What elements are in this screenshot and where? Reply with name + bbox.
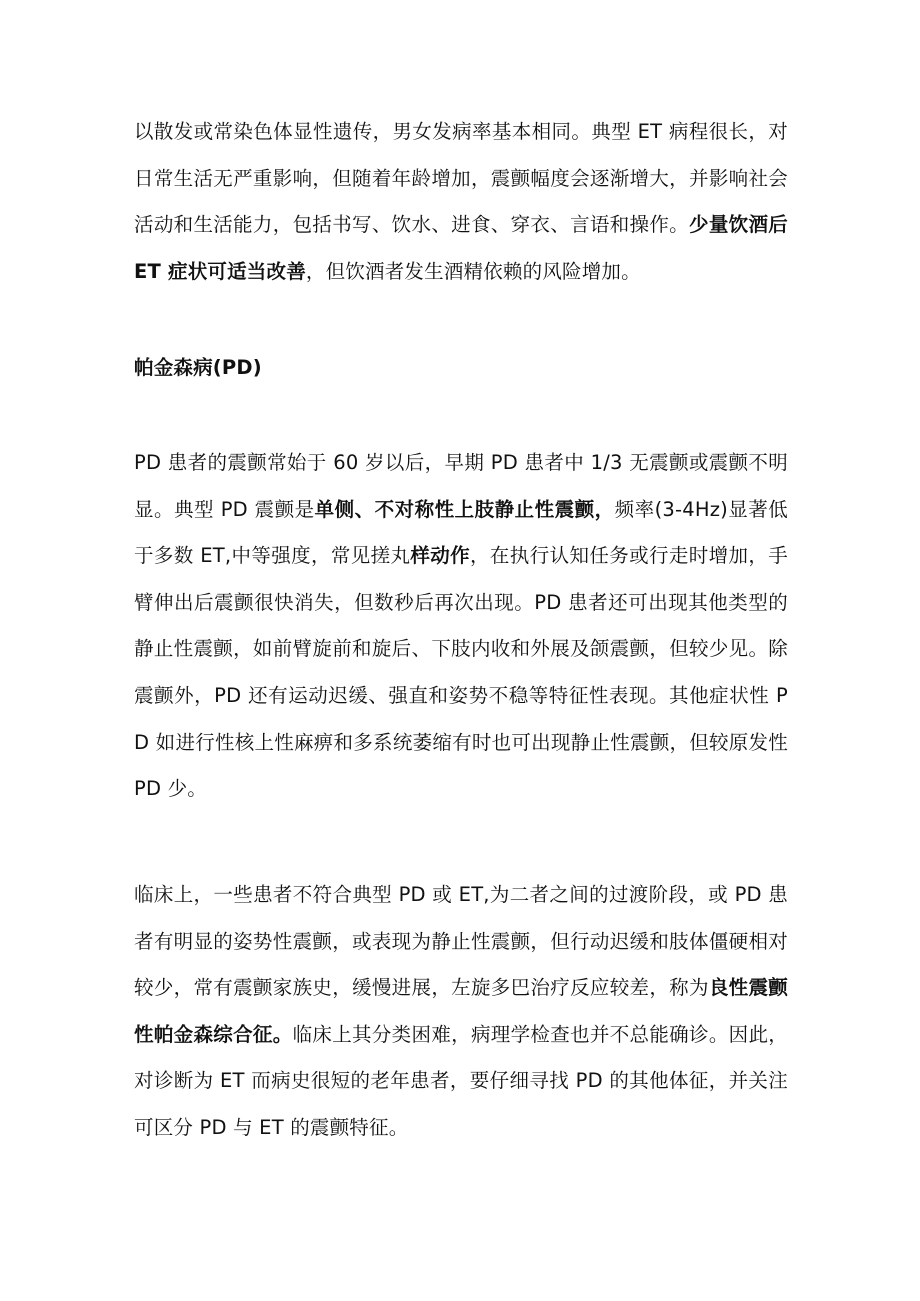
paragraph-text: ，但饮酒者发生酒精依赖的风险增加。 [305,259,641,283]
paragraph-text: PD 患者的震颤常始于 60 岁以后，早期 PD 患者中 1/3 无震颤或震颤不明显。典型 PD 震颤是 [134,451,788,521]
emphasis-unilateral-rest-tremor: 单侧、不对称性上肢静止性震颤， [314,497,615,521]
paragraph-pd-tremor [134,440,788,813]
paragraph-et-course [134,109,788,295]
section-heading-pd: 帕金森病(PD) [134,356,262,379]
emphasis-benign-tremulous-pd: 良性震颤性帕金森综合征。 [134,976,788,1046]
paragraph-text: 以散发或常染色体显性遗传，男女发病率基本相同。典型 ET 病程很长，对日常生活无严重影响，但随着年龄增加，震颤幅度会逐渐增大，并影响社会活动和生活能力，包括书写、饮水、进食、穿衣、言语和操作。 [134,120,788,237]
paragraph-text: 临床上，一些患者不符合典型 PD 或 ET,为二者之间的过渡阶段，或 PD 患者有明显的姿势性震颤，或表现为静止性震颤，但行动迟缓和肢体僵硬相对较少，常有震颤家族史，缓慢进展，左旋多巴治疗反应较差，称为 [134,883,788,1000]
paragraph-benign-tremulous-parkinsonism [134,872,788,1152]
emphasis-pill-rolling: 样动作 [410,544,471,568]
emphasis-alcohol-improvement: 少量饮酒后 ET 症状可适当改善 [134,213,788,283]
paragraph-text: 临床上其分类困难，病理学检查也并不总能确诊。因此，对诊断为 ET 而病史很短的老年患者，要仔细寻找 PD 的其他体征，并关注可区分 PD 与 ET 的震颤特征。 [134,1022,788,1139]
paragraph-text: 频率(3-4Hz)显著低于多数 ET,中等强度，常见搓丸 [134,497,788,568]
paragraph-text: ，在执行认知任务或行走时增加，手臂伸出后震颤很快消失，但数秒后再次出现。PD 患者还可出现其他类型的静止性震颤，如前臂旋前和旋后、下肢内收和外展及颌震颤，但较少见。除震颤外，PD 还有运动迟缓、强直和姿势不稳等特征性表现。其他症状性 PD 如进行性核上性麻痹和多系统萎缩有时也可出现静止性震颤，但较原发性 PD 少。 [134,544,788,801]
